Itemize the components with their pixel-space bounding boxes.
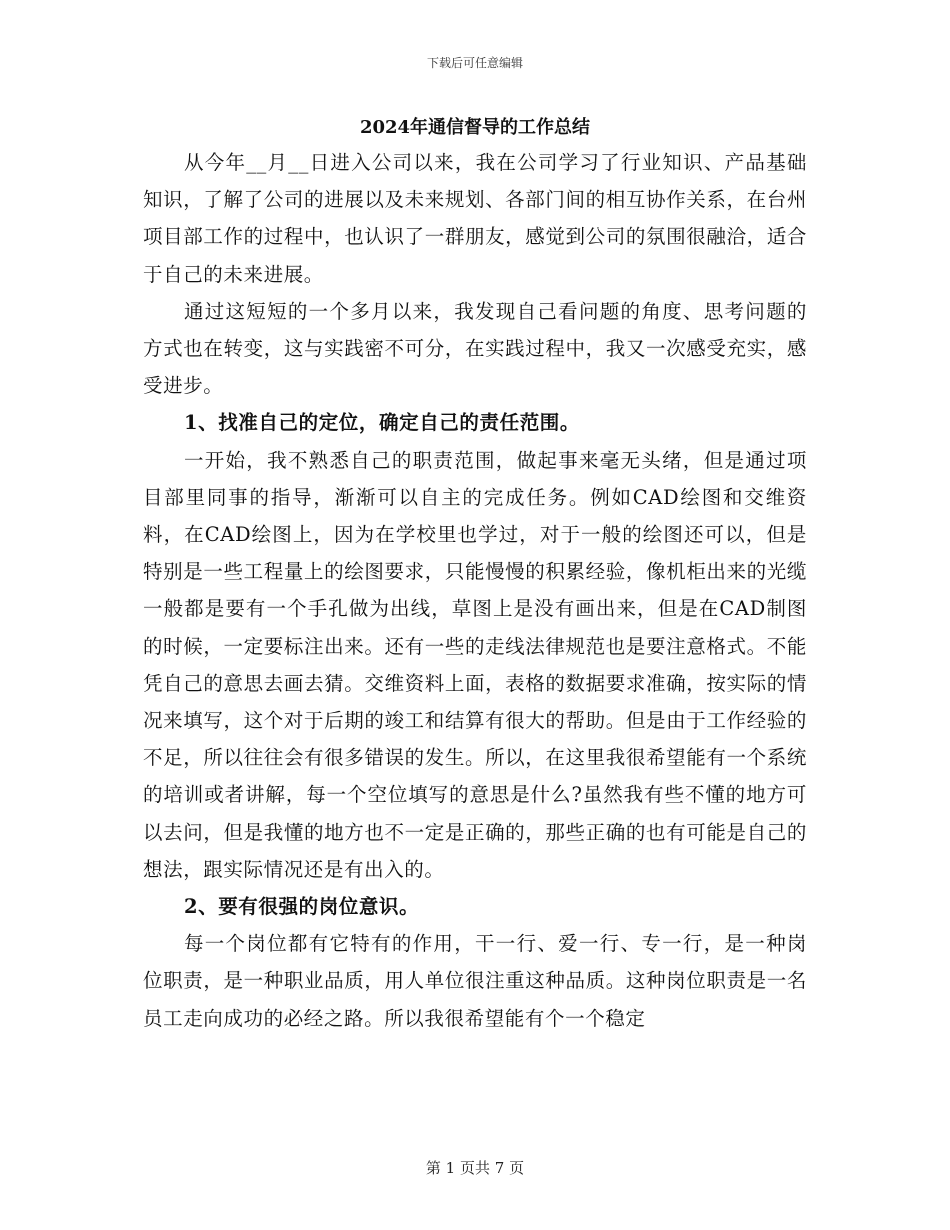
paragraph-section-2: 每一个岗位都有它特有的作用，干一行、爱一行、专一行，是一种岗位职责，是一种职业品质，用人单位很注重这种品质。这种岗位职责是一名员工走向成功的必经之路。所以我很希望能有个一个稳定 bbox=[143, 932, 807, 1030]
paragraph-reflection: 通过这短短的一个多月以来，我发现自己看问题的角度、思考问题的方式也在转变，这与实践密不可分，在实践过程中，我又一次感受充实，感受进步。 bbox=[143, 299, 807, 398]
header-note: 下载后可任意编辑 bbox=[426, 56, 523, 70]
section-heading-1: 1、找准自己的定位，确定自己的责任范围。 bbox=[183, 411, 581, 435]
paragraph-section-1: 一开始，我不熟悉自己的职责范围，做起事来毫无头绪，但是通过项目部里同事的指导，渐渐可以自主的完成任务。例如CAD绘图和交维资料，在CAD绘图上，因为在学校里也学过，对于一般的绘图还可以，但是特别是一些工程量上的绘图要求，只能慢慢的积累经验，像机柜出来的光缆一般都是要有一个手孔做为出线，草图上是没有画出来，但是在CAD制图的时候，一定要标注出来。还有一些的走线法律规范也是要注意格式。不能凭自己的意思去画去猜。交维资料上面，表格的数据要求准确，按实际的情况来填写，这个对于后期的竣工和结算有很大的帮助。但是由于工作经验的不足，所以往往会有很多错误的发生。所以，在这里我很希望能有一个系统的培训或者讲解，每一个空位填写的意思是什么?虽然我有些不懂的地方可以去问，但是我懂的地方也不一定是正确的，那些正确的也有可能是自己的想法，跟实际情况还是有出入的。 bbox=[143, 448, 807, 881]
page-number-footer: 第 1 页共 7 页 bbox=[425, 1159, 525, 1177]
document-body bbox=[143, 144, 807, 1037]
section-heading-2: 2、要有很强的岗位意识。 bbox=[183, 895, 420, 919]
paragraph-intro: 从今年__月__日进入公司以来，我在公司学习了行业知识、产品基础知识，了解了公司的进展以及未来规划、各部门间的相互协作关系，在台州项目部工作的过程中，也认识了一群朋友，感觉到公司的氛围很融洽，适合于自己的未来进展。 bbox=[143, 151, 807, 286]
document-title: 2024年通信督导的工作总结 bbox=[359, 117, 591, 138]
